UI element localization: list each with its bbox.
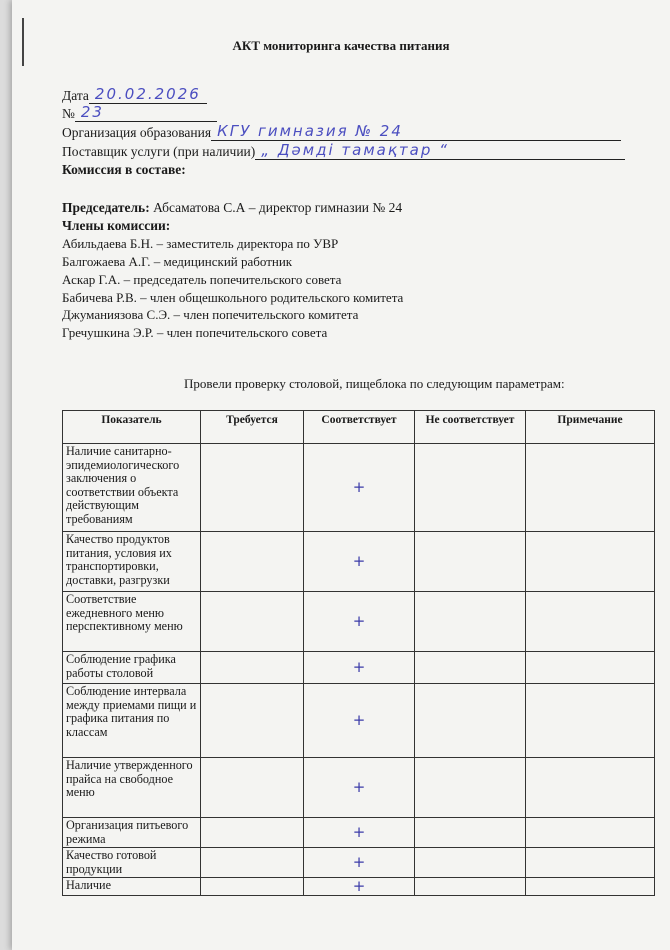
notes-cell (526, 878, 655, 896)
not-complies-cell (415, 652, 526, 684)
parameter-cell: Качество готовой продукции (63, 848, 201, 878)
parameter-cell: Соответствие ежедневного меню перспективному меню (63, 592, 201, 652)
date-field (62, 85, 207, 104)
org-label: Организация образования (62, 125, 212, 140)
supplier-field (62, 141, 625, 160)
document-title: АКТ мониторинга качества питания (232, 38, 450, 53)
notes-cell (526, 818, 655, 848)
document-page (12, 0, 670, 950)
member-item: Абильдаева Б.Н. – заместитель директора по УВР (62, 236, 339, 251)
date-value: 20.02.2026 (94, 85, 201, 103)
table-row (63, 444, 655, 532)
complies-cell: + (304, 532, 415, 592)
complies-cell: + (304, 878, 415, 896)
notes-cell (526, 684, 655, 758)
complies-cell: + (304, 592, 415, 652)
table-header-row (63, 411, 655, 444)
complies-cell: + (304, 444, 415, 532)
number-label: № (62, 106, 75, 121)
not-complies-cell (415, 878, 526, 896)
table-row (63, 532, 655, 592)
table-intro: Провели проверку столовой, пищеблока по следующим параметрам: (184, 376, 565, 391)
notes-cell (526, 848, 655, 878)
number-field (62, 103, 217, 122)
commission-heading: Комиссия в составе: (62, 162, 186, 177)
parameter-cell: Наличие санитарно-эпидемиологического заключения о соответствии объекта действующим требованиям (63, 444, 201, 532)
member-item: Бабичева Р.В. – член общешкольного родительского комитета (62, 290, 404, 305)
not-complies-cell (415, 818, 526, 848)
notes-cell (526, 444, 655, 532)
complies-cell: + (304, 818, 415, 848)
table-row (63, 818, 655, 848)
notes-cell (526, 758, 655, 818)
parameter-cell: Качество продуктов питания, условия их транспортировки, доставки, разгрузки (63, 532, 201, 592)
header-not-complies: Не соответствует (415, 411, 526, 444)
not-complies-cell (415, 758, 526, 818)
not-complies-cell (415, 592, 526, 652)
header-required: Требуется (201, 411, 304, 444)
table-row (63, 758, 655, 818)
chair-label: Председатель: (62, 200, 150, 215)
table-row (63, 652, 655, 684)
complies-cell: + (304, 652, 415, 684)
required-cell (201, 758, 304, 818)
parameter-cell: Организация питьевого режима (63, 818, 201, 848)
date-label: Дата (62, 88, 89, 103)
required-cell (201, 652, 304, 684)
table-row (63, 848, 655, 878)
member-item: Балгожаева А.Г. – медицинский работник (62, 254, 293, 269)
notes-cell (526, 592, 655, 652)
inspection-table (62, 410, 655, 896)
number-value: 23 (80, 103, 104, 121)
complies-cell: + (304, 684, 415, 758)
header-parameter: Показатель (63, 411, 201, 444)
org-field (62, 122, 621, 141)
org-value: КГУ гимназия № 24 (217, 122, 403, 140)
parameter-cell: Наличие утвержденного прайса на свободное меню (63, 758, 201, 818)
notes-cell (526, 652, 655, 684)
notes-cell (526, 532, 655, 592)
required-cell (201, 532, 304, 592)
required-cell (201, 848, 304, 878)
required-cell (201, 592, 304, 652)
not-complies-cell (415, 532, 526, 592)
parameter-cell: Наличие (63, 878, 201, 896)
supplier-label: Поставщик услуги (при наличии) (62, 144, 256, 159)
required-cell (201, 444, 304, 532)
not-complies-cell (415, 444, 526, 532)
supplier-value: „ Дәмді тамақтар “ (261, 141, 449, 159)
header-notes: Примечание (526, 411, 655, 444)
member-item: Аскар Г.А. – председатель попечительского совета (62, 272, 342, 287)
table-row (63, 684, 655, 758)
org-line (211, 122, 621, 141)
members-heading: Члены комиссии: (62, 218, 171, 233)
member-item: Гречушкина Э.Р. – член попечительского совета (62, 325, 328, 340)
required-cell (201, 878, 304, 896)
not-complies-cell (415, 684, 526, 758)
table-row (63, 592, 655, 652)
not-complies-cell (415, 848, 526, 878)
table-row (63, 878, 655, 896)
header-complies: Соответствует (304, 411, 415, 444)
required-cell (201, 818, 304, 848)
supplier-line (255, 141, 625, 160)
member-item: Джуманиязова С.Э. – член попечительского комитета (62, 307, 359, 322)
number-line (75, 103, 217, 122)
chair-value: Абсаматова С.А – директор гимназии № 24 (153, 200, 403, 215)
chair-line (62, 200, 402, 216)
parameter-cell: Соблюдение графика работы столовой (63, 652, 201, 684)
complies-cell: + (304, 848, 415, 878)
date-line (89, 85, 207, 104)
parameter-cell: Соблюдение интервала между приемами пищи и графика питания по классам (63, 684, 201, 758)
required-cell (201, 684, 304, 758)
complies-cell: + (304, 758, 415, 818)
